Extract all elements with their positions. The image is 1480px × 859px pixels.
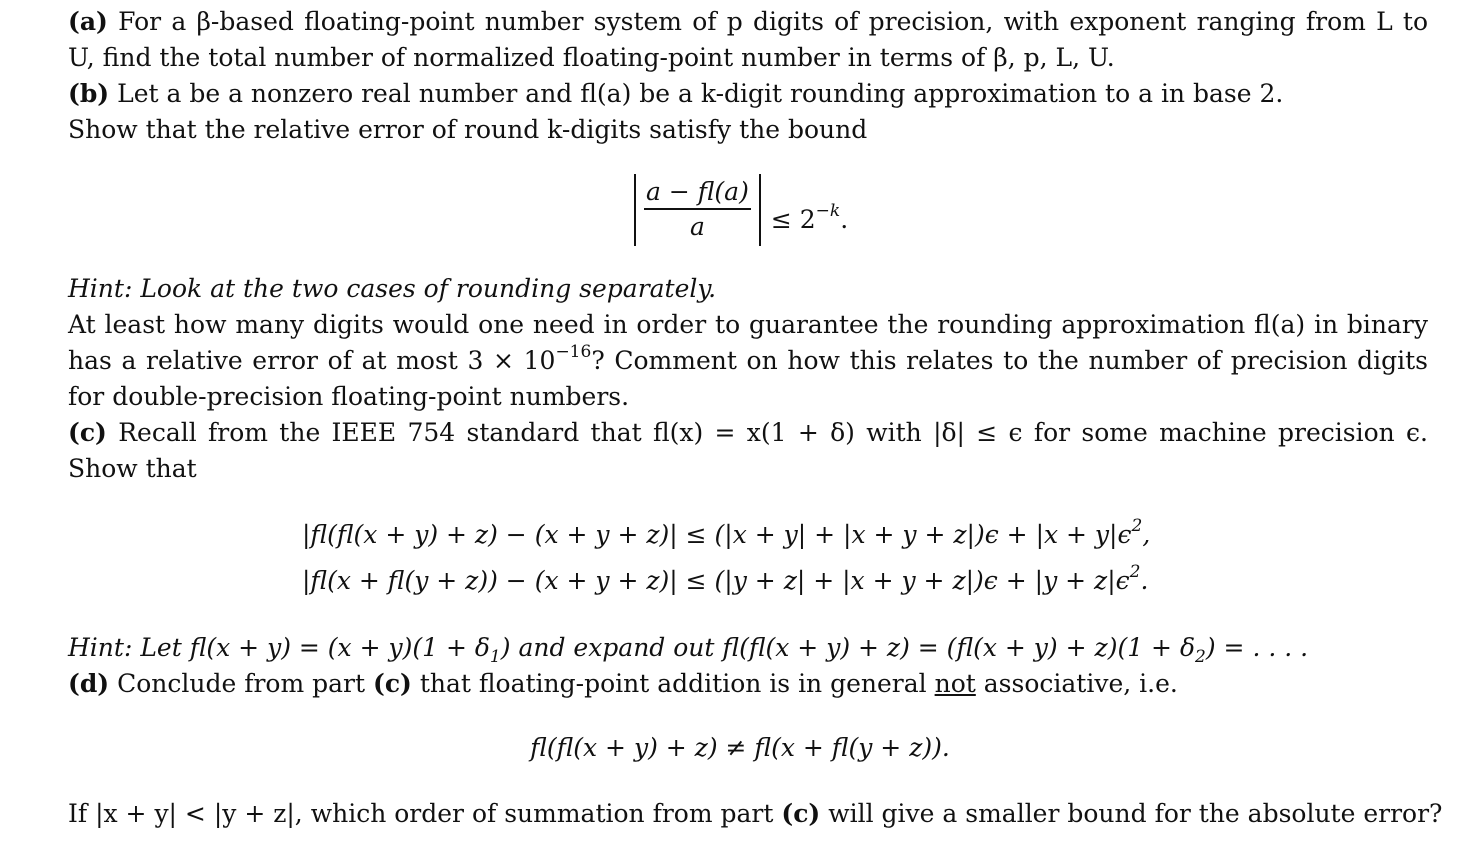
part-d-label: (d) xyxy=(68,669,110,698)
hint-text-a: Hint: Let fl(x + y) = (x + y)(1 + δ xyxy=(68,633,490,662)
abs-bar-right xyxy=(759,174,761,246)
bound-period: . xyxy=(840,204,849,234)
part-d-ref-c: (c) xyxy=(372,669,412,698)
hint-sub-1: 1 xyxy=(489,647,501,667)
part-c-line-1 xyxy=(68,415,1428,451)
part-c-label: (c) xyxy=(68,418,107,447)
eq2-body: |fl(x + fl(y + z)) − (x + y + z)| ≤ (|y + z| + |x + y + z|)ϵ + |y + z|ϵ xyxy=(302,566,1130,595)
part-a-label: (a) xyxy=(68,7,108,36)
hint-sub-2: 2 xyxy=(1195,647,1206,667)
part-a-text-1: For a β-based floating-point number system of p digits of precision, with exponent ranging from L to xyxy=(118,7,1429,36)
part-b-text-4a: has a relative error of at most 3 × 10 xyxy=(68,346,556,375)
eq2-end: . xyxy=(1140,566,1149,595)
part-d-not: not xyxy=(934,669,976,698)
part-c-equation-1 xyxy=(302,517,1150,556)
part-b-text-1: Let a be a nonzero real number and fl(a) be a k-digit rounding approximation to a in base 2. xyxy=(117,79,1284,108)
part-a-line-1 xyxy=(68,4,1428,40)
eq1-exponent: 2 xyxy=(1131,516,1143,536)
part-d-line-2 xyxy=(68,796,1443,832)
fraction-denominator: a xyxy=(689,211,705,241)
part-a-line-2: U, find the total number of normalized floating-point number in terms of β, p, L, U. xyxy=(68,43,1115,72)
part-b-line-4 xyxy=(68,343,1428,382)
bound-base: ≤ 2 xyxy=(770,204,816,234)
relative-error-fraction xyxy=(644,176,751,244)
part-d-text-1a: Conclude from part xyxy=(117,669,366,698)
part-b-line-3: At least how many digits would one need in order to guarantee the rounding approximation fl(a) in binary xyxy=(68,310,1428,339)
hint-text-c: ) = . . . . xyxy=(1205,633,1309,662)
part-d-text-1b: that floating-point addition is in general xyxy=(419,669,927,698)
part-b-exponent: −16 xyxy=(555,342,592,362)
part-d-text-1c: associative, i.e. xyxy=(983,669,1178,698)
part-b-label: (b) xyxy=(68,79,110,108)
bound-rhs xyxy=(771,187,848,234)
part-b-line-2: Show that the relative error of round k-digits satisfy the bound xyxy=(68,115,868,144)
part-b-line-1 xyxy=(68,76,1428,112)
part-d-equation: fl(fl(x + y) + z) ≠ fl(x + fl(y + z)). xyxy=(530,733,950,762)
part-d-text-2b: will give a smaller bound for the absolute error? xyxy=(828,799,1443,828)
fraction-numerator: a − fl(a) xyxy=(646,177,749,207)
eq1-body: |fl(fl(x + y) + z) − (x + y + z)| ≤ (|x + y| + |x + y + z|)ϵ + |x + y|ϵ xyxy=(302,520,1132,549)
part-d-ref-c-2: (c) xyxy=(781,799,821,828)
part-d-text-2a: If |x + y| < |y + z|, which order of summation from part xyxy=(68,799,774,828)
part-b-hint: Hint: Look at the two cases of rounding separately. xyxy=(68,274,717,303)
eq1-end: , xyxy=(1142,520,1151,549)
part-b-line-5: for double-precision floating-point numbers. xyxy=(68,382,630,411)
abs-bar-left xyxy=(634,174,636,246)
part-c-line-2: Show that xyxy=(68,454,197,483)
hint-text-b: ) and expand out fl(fl(x + y) + z) = (fl(x + y) + z)(1 + δ xyxy=(500,633,1196,662)
relative-error-bound-equation xyxy=(634,174,848,246)
part-c-hint xyxy=(68,630,1428,669)
bound-exponent: −k xyxy=(815,200,841,221)
part-d-line-1 xyxy=(68,666,1428,702)
part-c-text-1: Recall from the IEEE 754 standard that fl(x) = x(1 + δ) with |δ| ≤ ϵ for some machine precision ϵ. xyxy=(118,418,1428,447)
part-b-text-4b: ? Comment on how this relates to the number of precision digits xyxy=(591,346,1428,375)
part-c-equation-2 xyxy=(302,563,1148,602)
eq2-exponent: 2 xyxy=(1129,562,1141,582)
